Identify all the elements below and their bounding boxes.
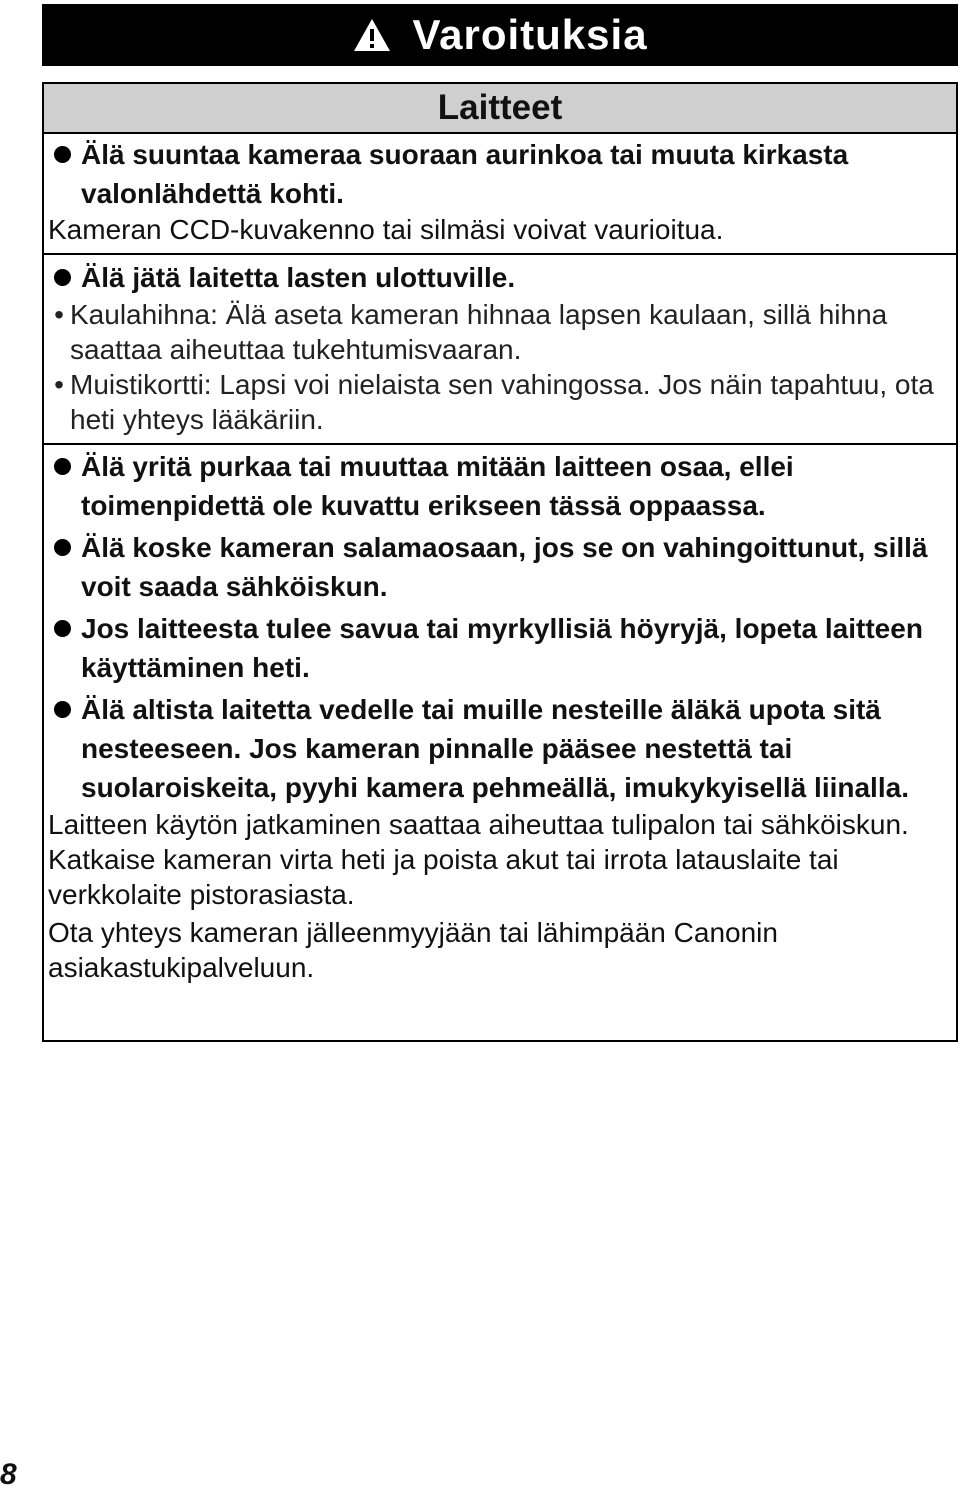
list-item <box>48 609 952 687</box>
box-header: Laitteet <box>44 84 956 134</box>
item-text: Älä yritä purkaa tai muuttaa mitään laitteen osaa, ellei toimenpidettä ole kuvattu erikseen tässä oppaassa. <box>81 451 794 521</box>
body-text: Ota yhteys kameran jälleenmyyjään tai lähimpään Canonin asiakastukipalveluun. <box>48 917 778 983</box>
section-children <box>44 255 956 445</box>
bullet-dot-icon <box>48 447 81 486</box>
item-text: Jos laitteesta tulee savua tai myrkyllisiä höyryjä, lopeta laitteen käyttäminen heti. <box>81 613 923 683</box>
item-text: Älä jätä laitetta lasten ulottuville. <box>81 262 516 293</box>
banner-title: Varoituksia <box>412 11 648 58</box>
item-text: Älä koske kameran salamaosaan, jos se on vahingoittunut, sillä voit saada sähköiskun. <box>81 532 928 602</box>
bullet-dot-icon <box>48 135 81 174</box>
list-item <box>48 528 952 606</box>
bullet-dot-icon <box>48 528 81 567</box>
list-item <box>48 135 952 213</box>
section-sunlight <box>44 135 956 255</box>
sub-item-text: Muistikortti: Lapsi voi nielaista sen vahingossa. Jos näin tapahtuu, ota heti yhteys lääkäriin. <box>70 369 934 435</box>
sub-list-item <box>48 297 952 367</box>
list-item <box>48 447 952 525</box>
body-text: Kameran CCD-kuvakenno tai silmäsi voivat vaurioitua. <box>48 214 724 245</box>
bullet-dot-icon <box>48 258 81 297</box>
bullet-dot-icon <box>48 690 81 729</box>
small-bullet-icon: • <box>54 299 64 330</box>
sub-list-item <box>48 367 952 437</box>
list-item <box>48 258 952 297</box>
item-text: Älä altista laitetta vedelle tai muille nesteille äläkä upota sitä nesteeseen. Jos kameran pinnalle pääsee nestettä tai suolaroiskeita, pyyhi kamera pehmeällä, imukykyisellä liinalla. <box>81 694 909 803</box>
list-item <box>48 690 952 807</box>
devices-warning-box <box>42 82 958 1042</box>
sub-item-text: Kaulahihna: Älä aseta kameran hihnaa lapsen kaulaan, sillä hihna saattaa aiheuttaa tukehtumisvaaran. <box>70 299 888 365</box>
warnings-banner <box>42 4 958 66</box>
small-bullet-icon: • <box>54 369 64 400</box>
bullet-dot-icon <box>48 609 81 648</box>
item-text: Älä suuntaa kameraa suoraan aurinkoa tai muuta kirkasta valonlähdettä kohti. <box>81 139 849 209</box>
section-safety <box>44 445 956 985</box>
body-text: Laitteen käytön jatkaminen saattaa aiheuttaa tulipalon tai sähköiskun. Katkaise kameran virta heti ja poista akut tai irrota latauslaite tai verkkolaite pistorasiasta. <box>48 809 909 910</box>
warning-triangle-icon <box>352 17 392 53</box>
page-number: 8 <box>0 1458 17 1491</box>
